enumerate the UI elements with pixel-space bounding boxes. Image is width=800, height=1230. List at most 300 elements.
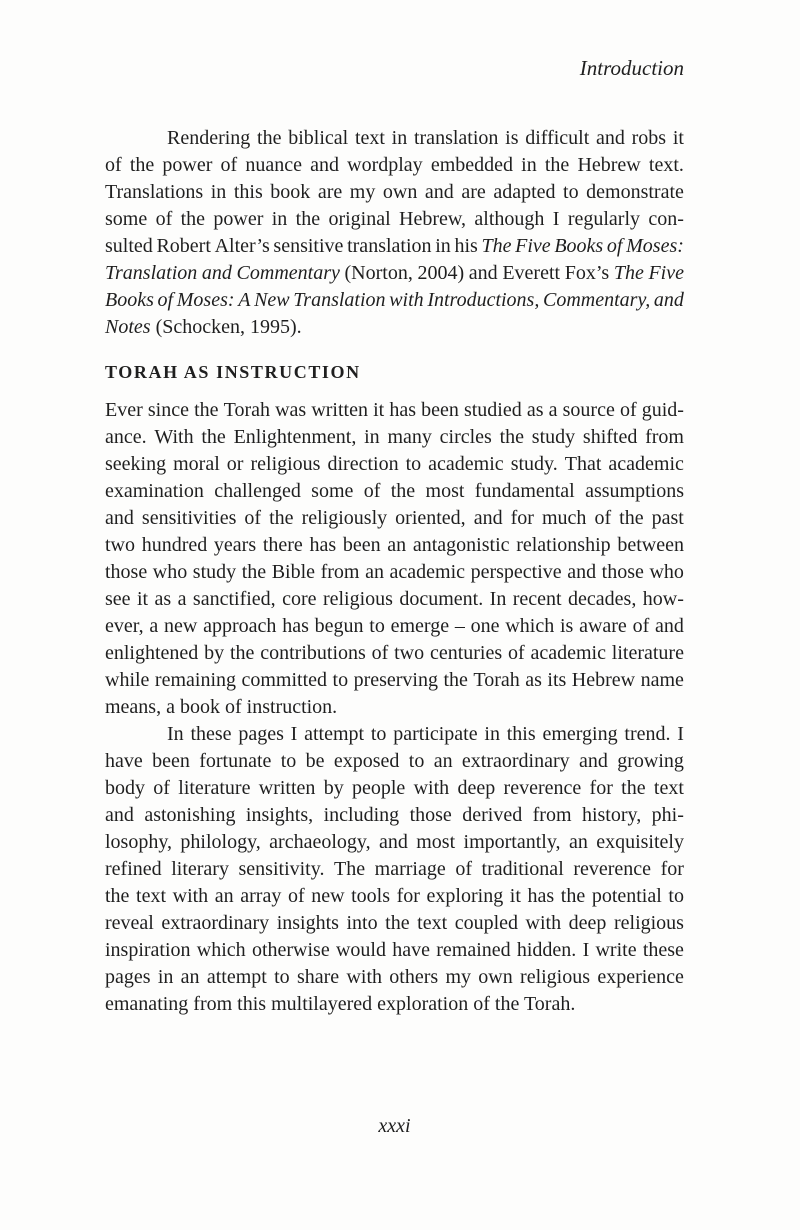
word: these [190,723,232,745]
word: moral [173,453,220,475]
text-line [105,721,684,748]
word: Ever [105,399,143,421]
word: extraordinary [461,750,570,772]
word: participate [393,723,478,745]
word: two [394,642,425,664]
word: with [172,885,209,907]
word: study [192,561,237,583]
word: otherwise [251,939,330,961]
word: the [269,507,294,529]
word: Torah [223,399,270,421]
word: in [364,426,380,448]
word: of [157,289,174,311]
word: been [421,399,459,421]
word: Hebrew [571,669,636,691]
word: con- [648,208,684,230]
word: In [489,588,507,610]
word: I [290,723,298,745]
word: committed [241,669,328,691]
word: body [105,777,145,799]
word: Torah [473,669,520,691]
text-segment: (Schocken, 1995). [150,316,302,338]
text-line [105,937,684,964]
word: of [371,642,389,664]
word: I [552,208,560,230]
word: religious [613,912,684,934]
paragraph-emerging-trend [105,721,684,1018]
word: The [613,262,644,284]
word: has [389,399,416,421]
word: an [214,885,234,907]
word: begun [314,615,364,637]
word: has [527,885,555,907]
word: and [473,507,503,529]
text-line [105,206,684,233]
word: regularly [567,208,640,230]
word: as [526,399,544,421]
word: sanctified, [192,588,276,610]
word: although [474,208,545,230]
word: as [154,588,172,610]
word: as [525,669,542,691]
word: for [660,858,684,880]
word: to [332,669,349,691]
word: be [305,750,325,772]
word: some [105,208,148,230]
word: philology, [180,831,261,853]
word: the [180,208,206,230]
word: academic [428,453,504,475]
word: fortunate [199,750,272,772]
word: ance. [105,426,147,448]
word: of [244,507,262,529]
word: it [373,399,385,421]
word: write [595,939,637,961]
word: Everett [502,262,561,284]
word: of [619,399,637,421]
word: to [668,885,684,907]
word: experience [597,966,684,988]
word: my [349,181,376,203]
text-line [105,964,684,991]
word: aware [579,615,627,637]
word: between [617,534,684,556]
word: marriage [374,858,446,880]
word: people [352,777,406,799]
word: coupled [454,912,518,934]
word: including [323,804,400,826]
text-line [105,640,684,667]
word: tools [351,885,391,907]
page-number: xxxi [378,1115,411,1137]
page-content [105,0,684,1018]
word: Commentary [236,262,340,284]
word: The [481,235,512,257]
word: That [564,453,602,475]
word: the [619,507,644,529]
word: a [177,588,187,610]
word: in [521,154,537,176]
word: the [560,885,586,907]
word: losophy, [105,831,173,853]
word: perspective [470,561,562,583]
word: is [559,615,574,637]
word: most [425,480,465,502]
word: this [233,181,263,203]
word: this [506,723,536,745]
word: I [582,939,590,961]
word: biblical [288,127,349,149]
word: a [548,399,558,421]
word: would [335,939,386,961]
word: of [153,777,170,799]
word: the [385,912,410,934]
word: enlightened [105,642,199,664]
text-line [105,991,684,1018]
word: new [164,615,198,637]
word: challenged [214,480,301,502]
word: decades, [568,588,637,610]
word: an [365,561,384,583]
word: academic [530,642,606,664]
word: Hebrew [577,154,641,176]
word: which [196,939,246,961]
word: to [405,453,422,475]
word: contributions [260,642,366,664]
word: literature [611,642,684,664]
word: difficult [525,127,590,149]
word: embedded [430,154,514,176]
word: Translations [105,181,204,203]
word: by [323,777,344,799]
word: text [136,885,167,907]
word: to [280,750,297,772]
word: to [408,750,425,772]
text-line [105,559,684,586]
word: document. [399,588,484,610]
word: of [105,154,122,176]
word: who [649,561,684,583]
text-line [105,694,684,721]
word: the [621,777,646,799]
text-line [105,883,684,910]
text-segment: means, a book of instruction. [105,696,338,718]
word: in [210,181,227,203]
word: Enlightenment, [233,426,357,448]
word: with [413,777,450,799]
word: Fox’s [564,262,610,284]
word: those [601,561,644,583]
word: academic [608,453,684,475]
word: and [567,561,597,583]
word: others [389,966,439,988]
text-line [105,613,684,640]
word: insights, [245,804,314,826]
word: approach [203,615,277,637]
word: Introductions, [427,289,540,311]
word: astonishing [144,804,236,826]
word: inspiration [105,939,191,961]
word: of [606,235,623,257]
section-heading: TORAH AS INSTRUCTION [105,362,361,382]
word: source [562,399,615,421]
text-line [105,478,684,505]
text-line [105,505,684,532]
running-header-title: Introduction [579,56,684,80]
word: with [525,912,562,934]
word: attempt [206,966,267,988]
word: insights [276,912,339,934]
word: reverence [573,858,652,880]
word: Five [515,235,551,257]
word: my [445,966,472,988]
word: to [370,723,387,745]
word: and [579,750,608,772]
word: name [640,669,684,691]
text-segment: Notes [105,316,151,338]
word: own [382,181,418,203]
word: ever, [105,615,144,637]
word: robs [631,127,667,149]
word: oriented, [395,507,466,529]
word: from [645,426,684,448]
word: antagonistic [412,534,510,556]
word: those [105,561,148,583]
paragraph-torah-as-instruction [105,397,684,721]
word: demonstrate [586,181,684,203]
word: the [257,127,282,149]
running-header [105,55,684,82]
word: Translation [105,262,198,284]
word: the [129,154,155,176]
word: Alter’s [214,235,270,257]
word: religiously [301,507,388,529]
word: was [275,399,307,421]
word: emerging [542,723,618,745]
word: pages [238,723,284,745]
word: of [507,642,525,664]
word: hundred [141,534,208,556]
word: an [180,966,200,988]
word: and [378,831,408,853]
word: own [478,966,513,988]
word: book [270,181,311,203]
word: has [309,534,337,556]
word: archaeology, [269,831,371,853]
word: deep [568,912,607,934]
word: who [152,561,188,583]
word: Moses: [176,289,235,311]
word: with [346,966,382,988]
word: Translation [293,289,386,311]
word: sensitivities [141,507,237,529]
word: remaining [154,669,237,691]
word: share [296,966,340,988]
word: core [282,588,317,610]
text-line [105,667,684,694]
word: the [201,426,226,448]
word: assumptions [585,480,684,502]
word: for [510,507,534,529]
word: circles [439,426,492,448]
word: and [468,262,498,284]
word: in [484,723,500,745]
word: Hebrew, [399,208,467,230]
word: of [632,615,650,637]
word: direction [327,453,399,475]
word: these [642,939,684,961]
word: with [389,289,424,311]
word: the [544,154,570,176]
word: an [568,831,588,853]
word: pages [105,966,151,988]
text-line [105,233,684,260]
word: and [105,804,134,826]
word: Moses: [626,235,684,257]
word: since [147,399,189,421]
word: to [563,181,579,203]
word: in [391,127,408,149]
word: by [204,642,225,664]
word: With [154,426,194,448]
word: of [155,208,173,230]
word: 2004) [417,262,465,284]
word: preserving [353,669,438,691]
word: are [461,181,486,203]
word: or [226,453,244,475]
word: New [254,289,290,311]
word: Robert [156,235,211,257]
text-line [105,532,684,559]
word: phi- [651,804,684,826]
word: the [105,885,130,907]
word: Bible [271,561,316,583]
word: derived [462,804,523,826]
word: translation [347,235,432,257]
word: see [105,588,131,610]
word: of [594,507,612,529]
word: those [409,804,452,826]
word: text [653,777,684,799]
word: in [435,235,451,257]
word: emerge [390,615,450,637]
word: which [505,615,555,637]
word: study [531,426,576,448]
word: to [274,966,290,988]
word: and [424,181,454,203]
word: traditional [481,858,564,880]
word: and [653,289,684,311]
word: while [105,669,150,691]
word: hidden. [516,939,577,961]
word: reverence [503,777,582,799]
word: how- [642,588,684,610]
word: and [655,615,684,637]
word: remained [436,939,511,961]
word: In [167,723,184,745]
word: the [499,426,525,448]
word: a [149,615,159,637]
text-line [105,586,684,613]
word: it [509,885,521,907]
word: text. [648,154,684,176]
text-line [105,179,684,206]
word: Rendering [167,127,251,149]
word: new [311,885,345,907]
word: wordplay [347,154,423,176]
word: text [417,912,448,934]
word: original [328,208,391,230]
word: sulted [105,235,153,257]
word: of [220,154,238,176]
text-line [105,260,684,287]
text-line [105,802,684,829]
text-line [105,314,684,341]
word: it [136,588,149,610]
text-segment: emanating from this multilayered exploration of the Torah. [105,993,576,1015]
word: most [416,831,456,853]
word: its [547,669,567,691]
word: and [310,154,339,176]
word: reveal [105,912,154,934]
word: written [311,399,368,421]
word: refined [105,858,162,880]
word: Books [554,235,604,257]
word: of [287,885,305,907]
text-line [105,775,684,802]
word: his [454,235,478,257]
word: is [505,127,519,149]
word: have [392,939,430,961]
word: many [387,426,432,448]
word: religious [322,588,393,610]
word: growing [617,750,684,772]
word: literature [178,777,251,799]
word: nuance [245,154,302,176]
word: and [105,507,134,529]
word: for [589,777,613,799]
word: the [295,208,321,230]
word: years [213,534,257,556]
word: much [542,507,587,529]
word: Five [648,262,684,284]
word: some [311,480,354,502]
word: been [342,534,381,556]
word: academic [389,561,466,583]
word: importantly, [463,831,561,853]
word: the [443,669,468,691]
text-line [105,397,684,424]
word: adapted [493,181,556,203]
word: exposed [333,750,400,772]
word: has [282,615,309,637]
word: the [390,480,416,502]
word: Commentary, [543,289,651,311]
word: extraordinary [161,912,270,934]
text-line [105,856,684,883]
text-line [105,152,684,179]
word: literary [171,858,229,880]
word: (Norton, [344,262,413,284]
word: relationship [516,534,611,556]
word: and [201,262,232,284]
word: to [369,615,385,637]
word: of [363,480,381,502]
text-line [105,748,684,775]
word: in [157,966,174,988]
word: of [455,858,472,880]
word: religious [520,966,591,988]
